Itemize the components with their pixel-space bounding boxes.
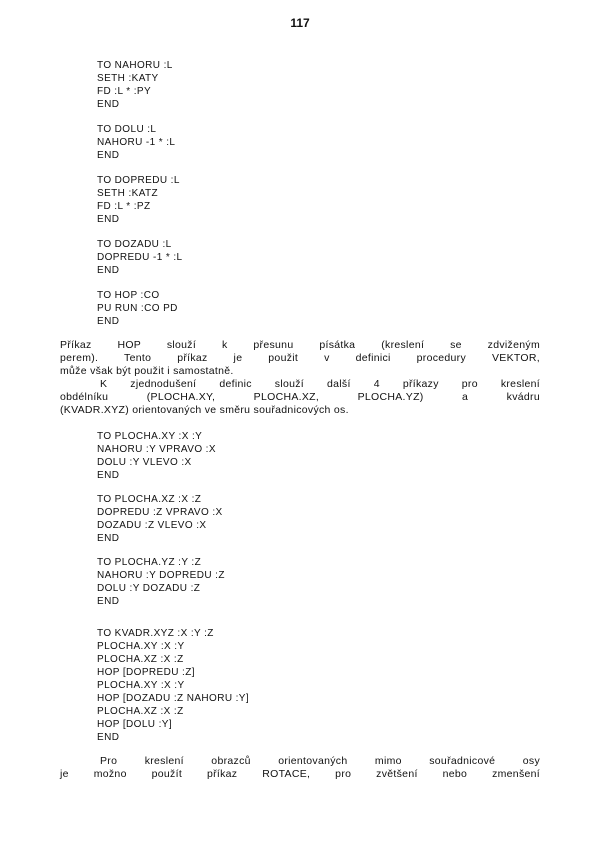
code-block-dopredu (97, 174, 180, 226)
code-line: NAHORU :Y VPRAVO :X (97, 444, 216, 455)
code-line: HOP [DOPREDU :Z] (97, 667, 195, 678)
code-line: SETH :KATY (97, 73, 159, 84)
code-line: NAHORU -1 * :L (97, 137, 176, 148)
code-line: DOPREDU -1 * :L (97, 252, 183, 263)
code-line: END (97, 732, 120, 743)
paragraph-line: K zjednodušení definic slouží další 4 příkazy pro kreslení (100, 378, 540, 390)
code-line: DOLU :Y VLEVO :X (97, 457, 192, 468)
code-line: PLOCHA.XZ :X :Z (97, 706, 184, 717)
code-block-nahoru (97, 59, 173, 111)
code-block-dolu (97, 123, 175, 162)
code-line: END (97, 316, 120, 327)
code-block-plocha-xz (97, 493, 223, 545)
page-number: 117 (290, 16, 310, 30)
code-line: TO PLOCHA.XZ :X :Z (97, 494, 202, 505)
code-block-plocha-xy (97, 430, 216, 482)
paragraph-rotace (60, 755, 540, 781)
code-line: FD :L * :PZ (97, 201, 151, 212)
code-line: PU RUN :CO PD (97, 303, 178, 314)
code-line: FD :L * :PY (97, 86, 152, 97)
code-line: PLOCHA.XY :X :Y (97, 680, 185, 691)
code-line: END (97, 470, 120, 481)
code-block-hop (97, 289, 178, 328)
code-line: TO DOLU :L (97, 124, 157, 135)
code-line: TO NAHORU :L (97, 60, 173, 71)
code-line: SETH :KATZ (97, 188, 159, 199)
code-line: END (97, 596, 120, 607)
code-line: TO KVADR.XYZ :X :Y :Z (97, 628, 214, 639)
code-line: PLOCHA.XZ :X :Z (97, 654, 184, 665)
paragraph-line: Příkaz HOP slouží k přesunu písátka (kreslení se zdviženým (60, 339, 540, 351)
code-line: END (97, 150, 120, 161)
code-line: DOLU :Y DOZADU :Z (97, 583, 201, 594)
code-line: END (97, 214, 120, 225)
paragraph-line: (KVADR.XYZ) orientovaných ve směru souřadnicových os. (60, 404, 349, 416)
code-line: HOP [DOLU :Y] (97, 719, 173, 730)
code-block-plocha-yz (97, 556, 225, 608)
code-line: HOP [DOZADU :Z NAHORU :Y] (97, 693, 250, 704)
paragraph-line: Pro kreslení obrazců orientovaných mimo souřadnicové osy (100, 755, 540, 767)
paragraph-line: obdélníku (PLOCHA.XY, PLOCHA.XZ, PLOCHA.YZ) a kvádru (60, 391, 540, 403)
code-block-dozadu (97, 238, 182, 277)
code-line: TO DOZADU :L (97, 239, 172, 250)
code-line: END (97, 99, 120, 110)
code-line: TO PLOCHA.XY :X :Y (97, 431, 203, 442)
code-line: DOPREDU :Z VPRAVO :X (97, 507, 223, 518)
code-line: TO HOP :CO (97, 290, 160, 301)
code-line: TO DOPREDU :L (97, 175, 180, 186)
code-line: END (97, 265, 120, 276)
paragraph-line: je možno použít příkaz ROTACE, pro zvětšení nebo zmenšení (60, 768, 540, 780)
code-line: TO PLOCHA.YZ :Y :Z (97, 557, 202, 568)
code-line: NAHORU :Y DOPREDU :Z (97, 570, 225, 581)
paragraph-line: perem). Tento příkaz je použit v definici procedury VEKTOR, (60, 352, 540, 364)
paragraph-hop (60, 339, 540, 378)
code-line: PLOCHA.XY :X :Y (97, 641, 185, 652)
code-block-kvadr-xyz (97, 627, 249, 744)
paragraph-line: může však být použit i samostatně. (60, 365, 234, 377)
paragraph-plocha (60, 378, 540, 417)
code-line: DOZADU :Z VLEVO :X (97, 520, 207, 531)
code-line: END (97, 533, 120, 544)
